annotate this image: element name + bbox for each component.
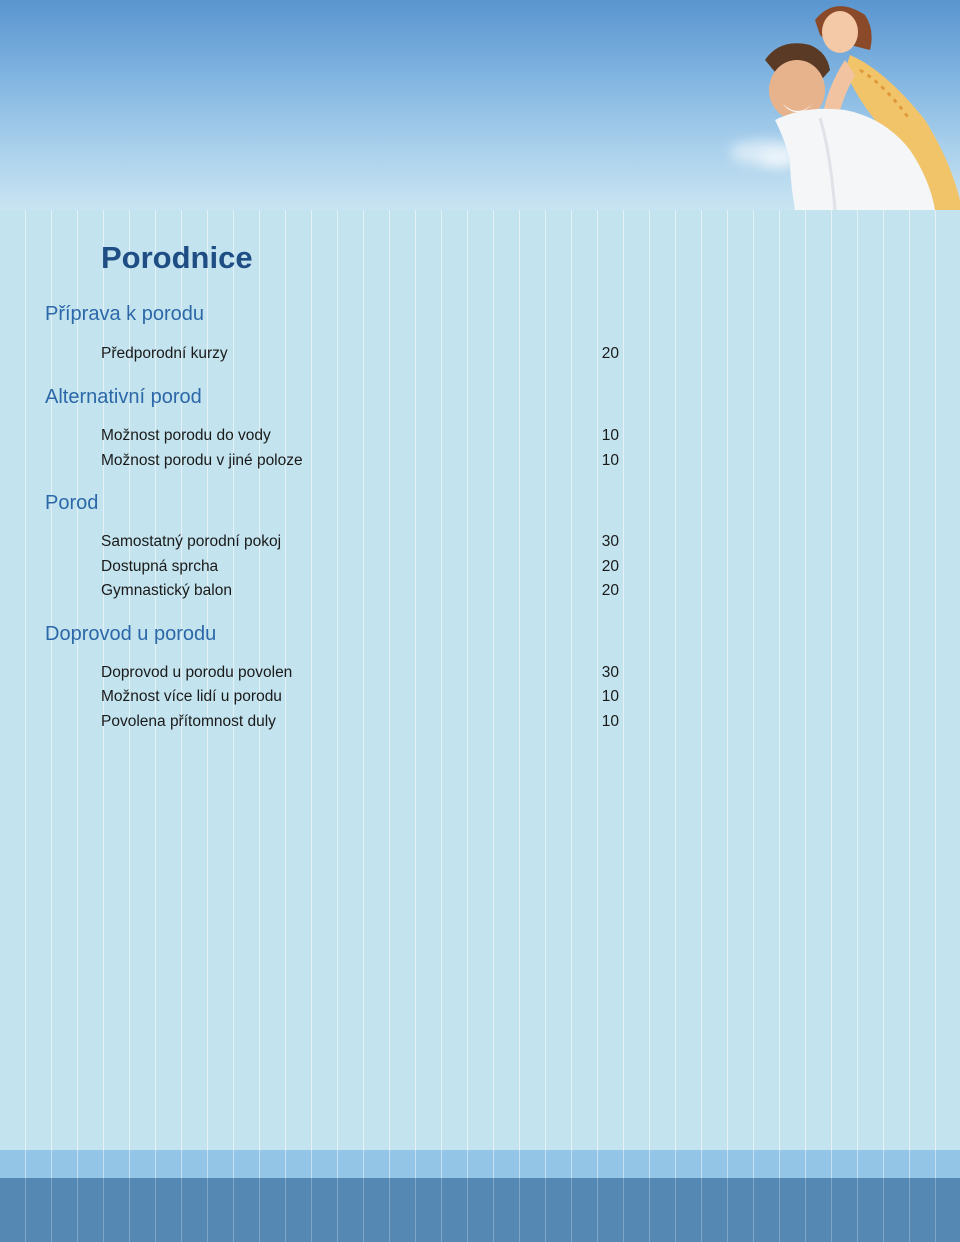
item-value: 10 — [601, 427, 619, 444]
item-value: 10 — [601, 688, 619, 705]
item-label: Povolena přítomnost duly — [101, 713, 276, 730]
list-item — [101, 688, 619, 710]
footer-band-light — [0, 1150, 960, 1178]
item-label: Dostupná sprcha — [101, 558, 219, 575]
list-item — [101, 558, 619, 580]
item-label: Možnost porodu do vody — [101, 427, 271, 444]
item-value: 30 — [601, 664, 619, 681]
item-label: Předporodní kurzy — [101, 345, 228, 362]
list-item — [101, 345, 619, 367]
section-heading-doprovod: Doprovod u porodu — [45, 623, 217, 645]
item-value: 10 — [601, 452, 619, 469]
section-heading-priprava: Příprava k porodu — [45, 303, 204, 325]
item-value: 30 — [601, 533, 619, 550]
section-heading-porod: Porod — [45, 492, 99, 514]
item-value: 20 — [601, 345, 619, 362]
page-title: Porodnice — [101, 240, 253, 275]
item-value: 20 — [601, 582, 619, 599]
list-item — [101, 452, 619, 474]
item-label: Gymnastický balon — [101, 582, 232, 599]
header-banner — [0, 0, 960, 210]
list-item — [101, 582, 619, 604]
list-item — [101, 427, 619, 449]
header-photo-father-daughter — [735, 0, 960, 210]
item-value: 10 — [601, 713, 619, 730]
footer-band-dark — [0, 1178, 960, 1242]
item-label: Možnost více lidí u porodu — [101, 688, 282, 705]
list-item — [101, 533, 619, 555]
item-label: Doprovod u porodu povolen — [101, 664, 293, 681]
item-value: 20 — [601, 558, 619, 575]
item-label: Možnost porodu v jiné poloze — [101, 452, 303, 469]
section-heading-alternativni: Alternativní porod — [45, 386, 202, 408]
list-item — [101, 664, 619, 686]
item-label: Samostatný porodní pokoj — [101, 533, 282, 550]
list-item — [101, 713, 619, 735]
